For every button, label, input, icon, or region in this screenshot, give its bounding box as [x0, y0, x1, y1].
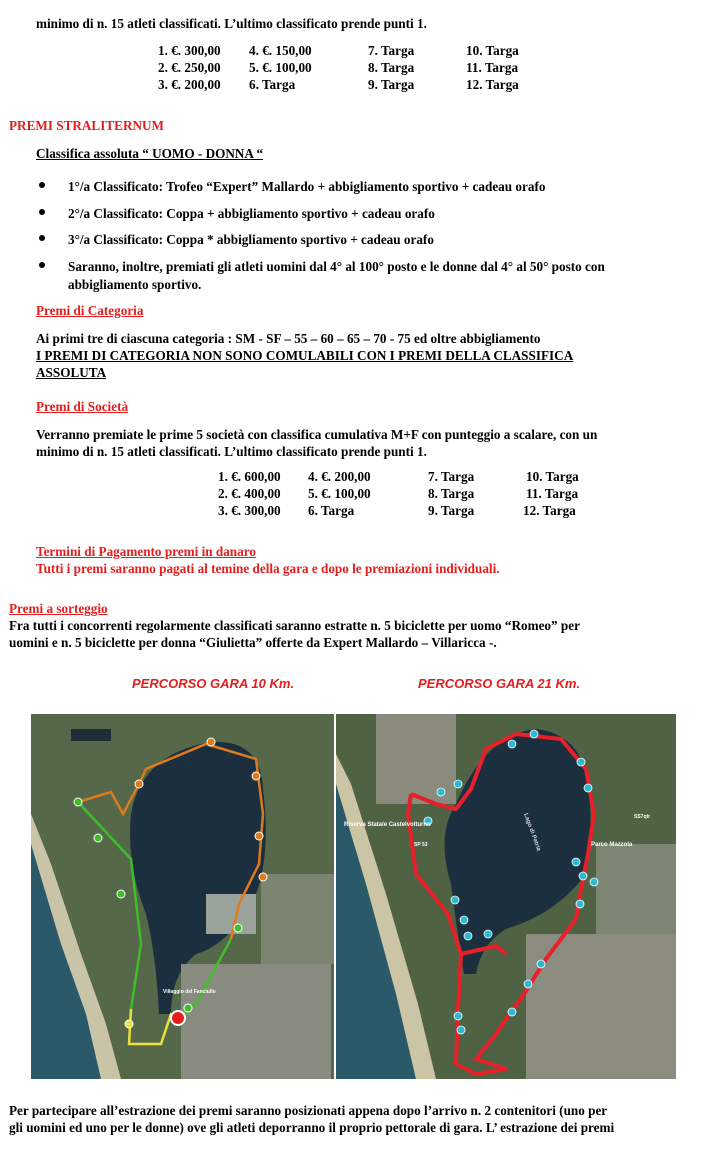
- map-label: Lago di Patria: [522, 812, 542, 852]
- prize-cell: 1. €. 600,00: [218, 469, 281, 484]
- sorteggio-line: uomini e n. 5 biciclette per donna “Giulietta” offerte da Expert Mallardo – Villaricca -.: [9, 635, 497, 650]
- map-label: Riserva Statale Castelvolturno: [344, 822, 431, 828]
- bottom-line: gli uomini ed uno per le donne) ove gli atleti deporranno il proprio pettorale di gara. L’ estrazione dei premi: [9, 1120, 615, 1135]
- section-heading-pagamento: Termini di Pagamento premi in danaro: [36, 544, 256, 559]
- prize-cell: 10. Targa: [526, 469, 579, 484]
- prize-cell: 6. Targa: [249, 77, 296, 92]
- map-label: Villaggio del Fanciullo: [163, 989, 216, 995]
- map-10km: [31, 714, 334, 1079]
- map-title-21km: PERCORSO GARA 21 Km.: [418, 676, 581, 691]
- satellite-map-21km: [336, 714, 676, 1079]
- map-label: Parco Mazzola: [591, 842, 633, 848]
- map-label: SS7qtr: [634, 814, 651, 820]
- prize-cell: 8. Targa: [428, 486, 475, 501]
- prize-cell: 7. Targa: [368, 43, 415, 58]
- pagamento-line: Tutti i premi saranno pagati al temine della gara e dopo le premiazioni individuali.: [36, 561, 500, 576]
- prize-cell: 4. €. 150,00: [249, 43, 312, 58]
- map-title-10km: PERCORSO GARA 10 Km.: [132, 676, 295, 691]
- bullet-icon: [39, 209, 45, 215]
- section-heading-sorteggio: Premi a sorteggio: [9, 601, 108, 616]
- prize-cell: 12. Targa: [466, 77, 519, 92]
- categoria-note: ASSOLUTA: [36, 365, 107, 380]
- prize-cell: 3. €. 200,00: [158, 77, 221, 92]
- bullet-icon: [39, 235, 45, 241]
- prize-cell: 11. Targa: [466, 60, 519, 75]
- prize-cell: 4. €. 200,00: [308, 469, 371, 484]
- section-heading-societa: Premi di Società: [36, 399, 129, 414]
- prize-cell: 9. Targa: [368, 77, 415, 92]
- bottom-paragraph: [9, 1102, 699, 1136]
- prize-cell: 3. €. 300,00: [218, 503, 281, 518]
- bullet-icon: [39, 262, 45, 268]
- bullet-item: Saranno, inoltre, premiati gli atleti uomini dal 4° al 100° posto e le donne dal 4° al 50° posto con: [68, 259, 605, 274]
- categoria-line: Ai primi tre di ciascuna categoria : SM - SF – 55 – 60 – 65 – 70 - 75 ed oltre abbigliamento: [36, 331, 541, 346]
- categoria-note: I PREMI DI CATEGORIA NON SONO COMULABILI CON I PREMI DELLA CLASSIFICA: [36, 348, 574, 363]
- satellite-map-10km: [31, 714, 334, 1079]
- bottom-line: Per partecipare all’estrazione dei premi saranno posizionati appena dopo l’arrivo n. 2 contenitori (uno per: [9, 1103, 608, 1118]
- map-21km: [336, 714, 676, 1079]
- prize-cell: 9. Targa: [428, 503, 475, 518]
- prize-cell: 8. Targa: [368, 60, 415, 75]
- intro-line: minimo di n. 15 atleti classificati. L’ultimo classificato prende punti 1.: [36, 16, 427, 31]
- classifica-subheading: Classifica assoluta “ UOMO - DONNA “: [36, 146, 264, 161]
- map-label: SP 53: [414, 842, 428, 848]
- prize-cell: 2. €. 250,00: [158, 60, 221, 75]
- bullet-item: 1°/a Classificato: Trofeo “Expert” Mallardo + abbigliamento sportivo + cadeau orafo: [68, 179, 546, 194]
- prize-cell: 7. Targa: [428, 469, 475, 484]
- bullet-item: 2°/a Classificato: Coppa + abbigliamento sportivo + cadeau orafo: [68, 206, 435, 221]
- prize-cell: 6. Targa: [308, 503, 355, 518]
- prize-cell: 12. Targa: [523, 503, 576, 518]
- societa-line: Verranno premiate le prime 5 società con classifica cumulativa M+F con punteggio a scalare, con un: [36, 427, 598, 442]
- sorteggio-paragraph: [9, 617, 699, 651]
- bullet-icon: [39, 182, 45, 188]
- prize-cell: 11. Targa: [526, 486, 579, 501]
- bullet-item-continued: abbigliamento sportivo.: [68, 277, 202, 292]
- prize-cell: 2. €. 400,00: [218, 486, 281, 501]
- prize-cell: 1. €. 300,00: [158, 43, 221, 58]
- section-heading-straliternum: PREMI STRALITERNUM: [9, 118, 164, 133]
- societa-line: minimo di n. 15 atleti classificati. L’ultimo classificato prende punti 1.: [36, 444, 427, 459]
- section-heading-categoria: Premi di Categoria: [36, 303, 144, 318]
- prize-cell: 10. Targa: [466, 43, 519, 58]
- prize-cell: 5. €. 100,00: [249, 60, 312, 75]
- sorteggio-line: Fra tutti i concorrenti regolarmente classificati saranno estratte n. 5 biciclette per uomo “Romeo” per: [9, 618, 580, 633]
- prize-cell: 5. €. 100,00: [308, 486, 371, 501]
- bullet-item: 3°/a Classificato: Coppa * abbigliamento sportivo + cadeau orafo: [68, 232, 434, 247]
